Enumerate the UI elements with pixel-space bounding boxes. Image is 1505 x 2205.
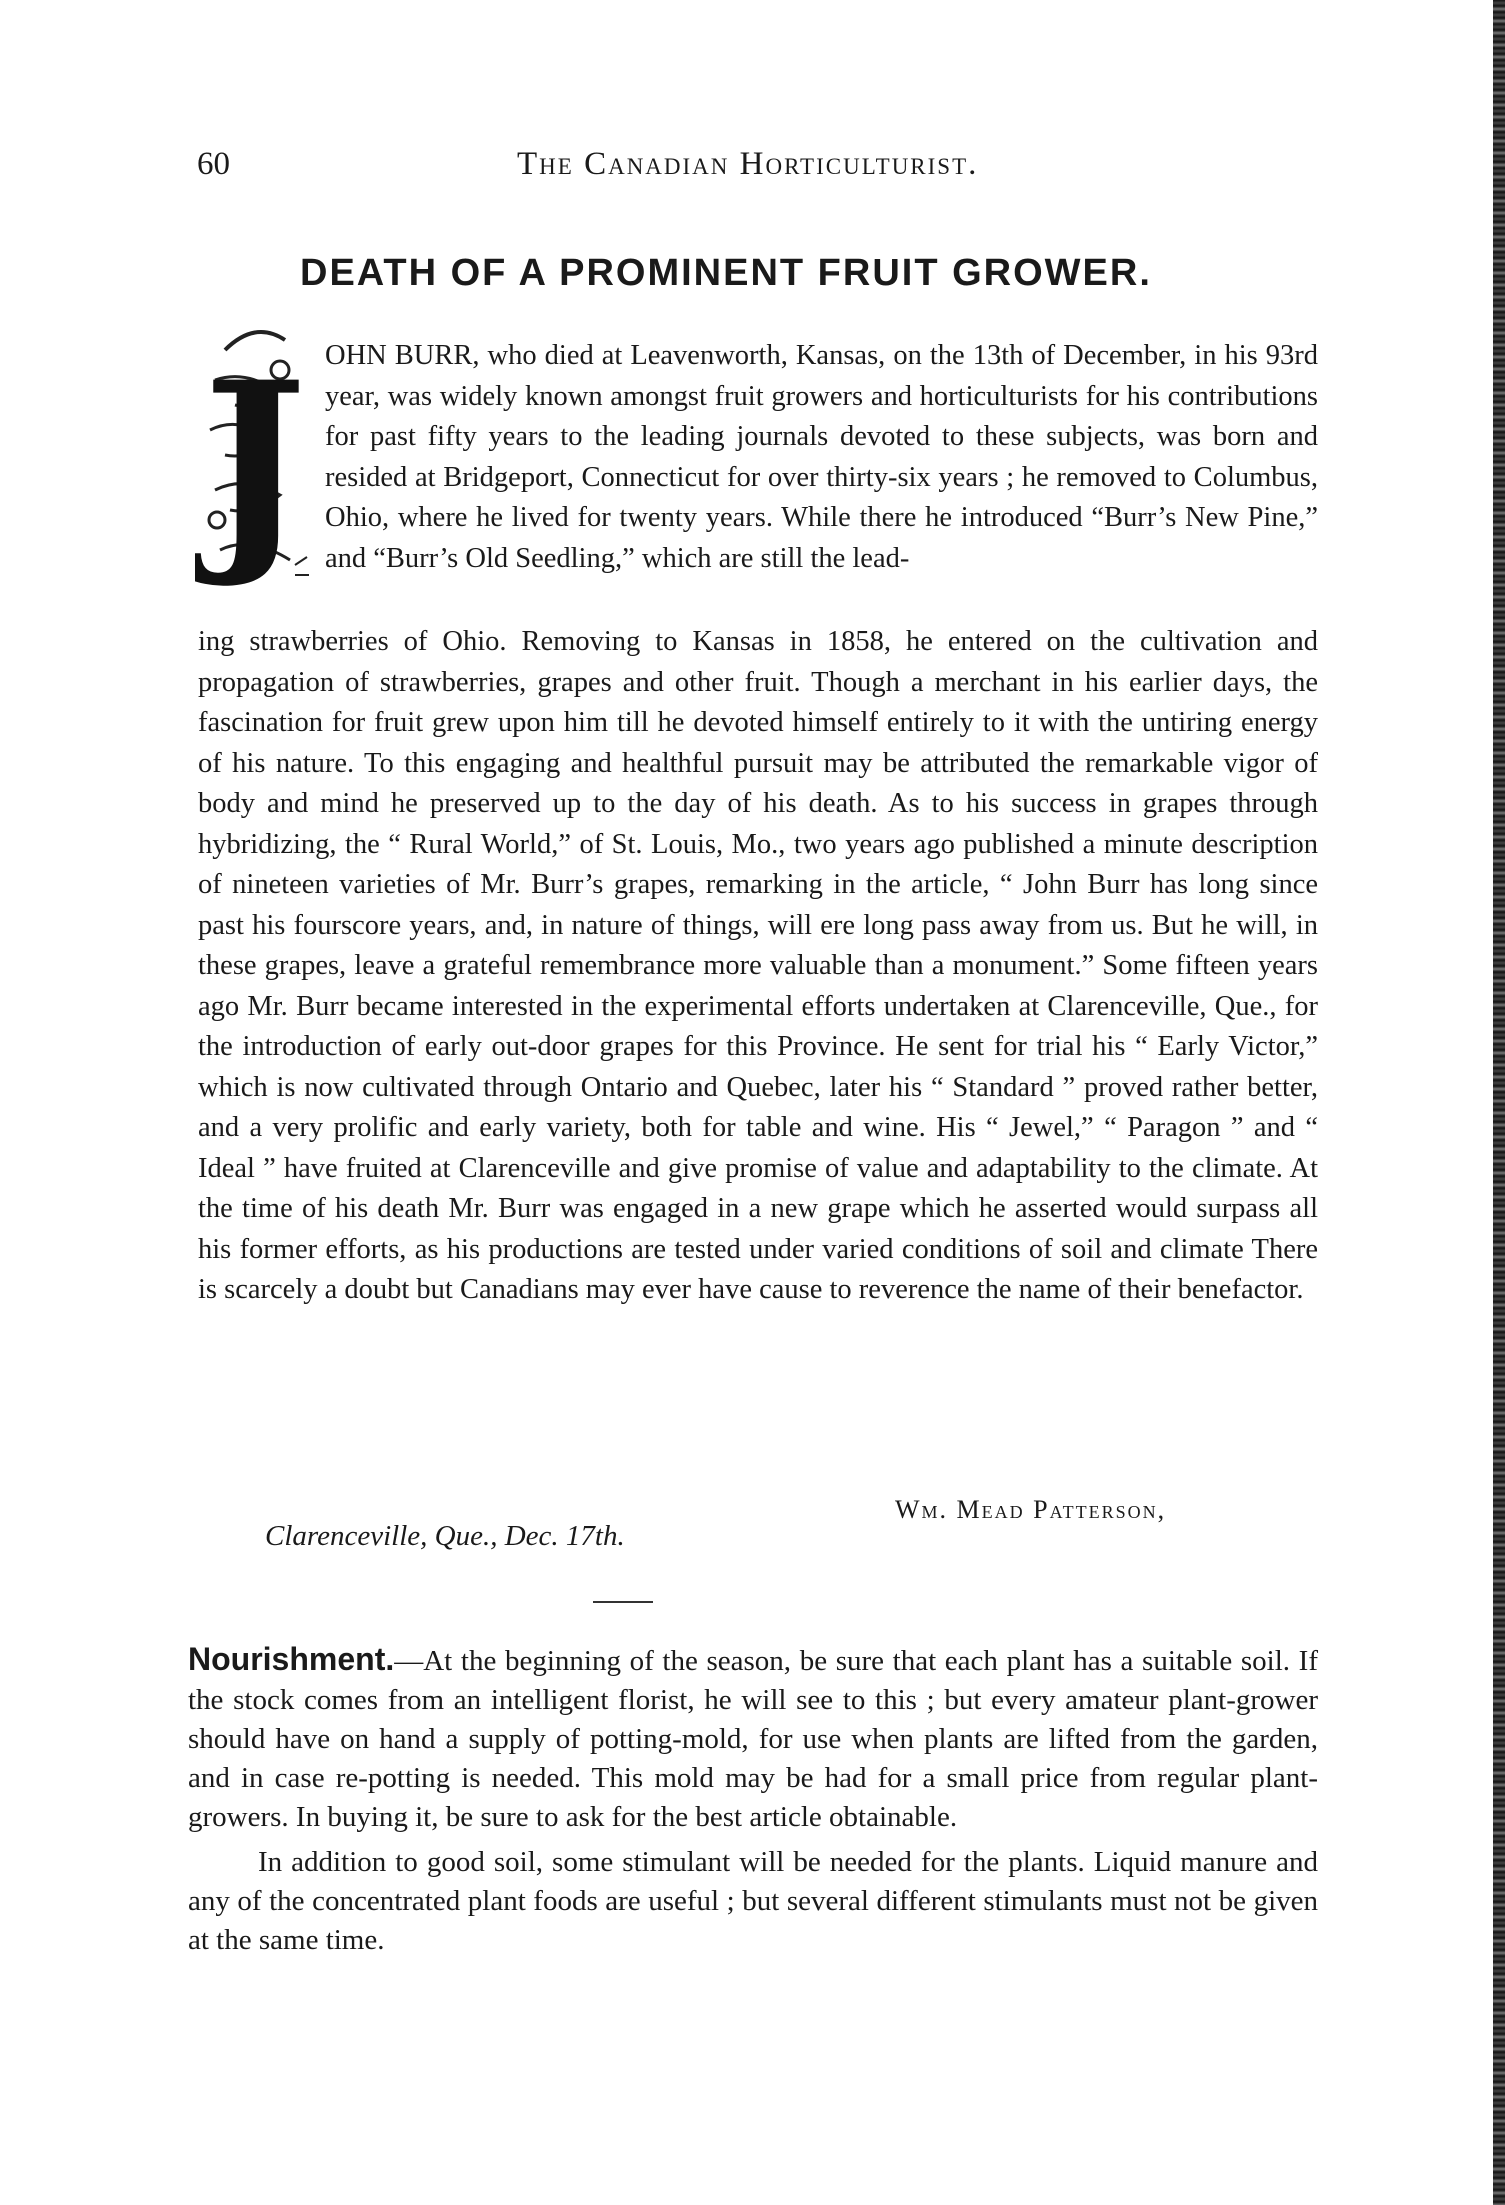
article-body-first: OHN BURR, who died at Leavenworth, Kansas, on the 13th of December, in his 93rd year, was widely known amongst fruit growers and horticulturists for his contributions for past fifty years to the leading journals devoted to these subjects, was born and resided at Bridgeport, Connecticut for over thirty-six years ; he removed to Columbus, Ohio, where he lived for twenty years. While there he introduced “Burr’s New Pine,” and “Burr’s Old Seedling,” which are still the lead- — [325, 340, 1318, 574]
drop-cap-letter: J — [202, 333, 308, 592]
section-divider — [593, 1601, 653, 1603]
section-heading: Nourishment. — [188, 1641, 395, 1677]
section-paragraph-2: In addition to good soil, some stimulant will be needed for the plants. Liquid manure and any of the concentrated plant foods are useful ; but several different stimulants must not be given at the same time. — [188, 1846, 1318, 1956]
drop-cap-graphic — [195, 310, 315, 610]
article-body-rest: ing strawberries of Ohio. Removing to Kansas in 1858, he entered on the cultivation and propagation of strawberries, grapes and other fruit. Though a merchant in his earlier days, the fascination for fruit grew upon him till he devoted himself entirely to it with the untiring energy of his nature. To this engaging and healthful pursuit may be attributed the remarkable vigor of body and mind he preserved up to the day of his death. As to his success in grapes through hybridizing, the “ Rural World,” of St. Louis, Mo., two years ago published a minute description of nineteen varieties of Mr. Burr’s grapes, remarking in the article, “ John Burr has long since past his fourscore years, and, in nature of things, will ere long pass away from us. But he will, in these grapes, leave a grateful remembrance more valuable than a monument.” Some fifteen years ago Mr. Burr became interested in the experimental efforts undertaken at Clarenceville, Que., for the introduction of early out-door grapes for this Province. He sent for trial his “ Early Victor,” which is now cultivated through Ontario and Quebec, later his “ Standard ” proved rather better, and a very prolific and early variety, both for table and wine. His “ Jewel,” “ Paragon ” and “ Ideal ” have fruited at Clarenceville and give promise of value and adaptability to the climate. At the time of his death Mr. Burr was engaged in a new grape which he asserted would surpass all his former efforts, as his productions are tested under varied conditions of soil and climate There is scarcely a doubt but Canadians may ever have cause to reverence the name of their benefactor. — [198, 626, 1318, 1305]
section-paragraph-1 — [188, 1640, 1318, 1837]
nourishment-section — [188, 1640, 1318, 1960]
section-paragraph-1-text: —At the beginning of the season, be sure that each plant has a suitable soil. If the stock comes from an intelligent florist, he will see to this ; but every amateur plant-grower should have on hand a supply of potting-mold, for use when plants are lifted from the garden, and in case re-potting is needed. This mold may be had for a small price from regular plant-growers. In buying it, be sure to ask for the best article obtainable. — [188, 1645, 1318, 1833]
ornamental-letter-j-icon — [195, 310, 315, 610]
dateline: Clarenceville, Que., Dec. 17th. — [265, 1520, 625, 1552]
page-edge — [1493, 0, 1505, 2205]
page-number: 60 — [197, 146, 230, 182]
article-headline: DEATH OF A PROMINENT FRUIT GROWER. — [300, 252, 1152, 294]
page-header — [197, 146, 1322, 194]
running-title: The Canadian Horticulturist. — [517, 146, 979, 182]
author-signature: Wm. Mead Patterson, — [895, 1495, 1167, 1524]
